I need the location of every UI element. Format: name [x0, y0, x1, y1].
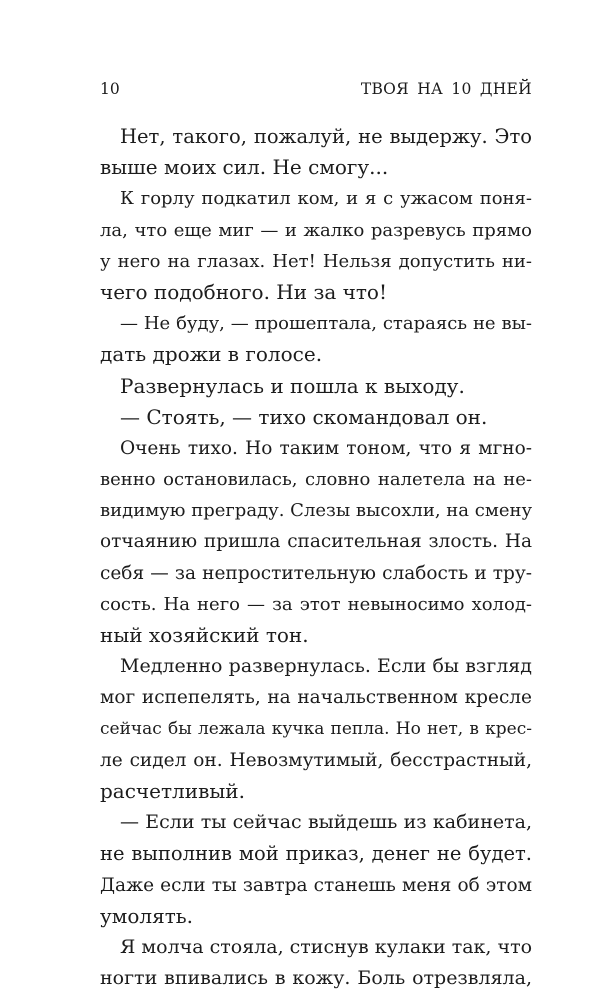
- text-line: у него на глазах. Нет! Нельзя допустить ни-: [100, 250, 532, 272]
- text-line: видимую преграду. Слезы высохли, на смену: [100, 500, 533, 522]
- text-line: Медленно развернулась. Если бы взгляд: [120, 655, 532, 678]
- text-line: чего подобного. Ни за что!: [100, 279, 387, 304]
- text-line: сейчас бы лежала кучка пепла. Но нет, в крес-: [100, 718, 532, 739]
- text-line: сость. На него — за этот невыносимо холод-: [100, 593, 532, 615]
- running-head: [100, 80, 532, 98]
- text-line: венно остановилась, словно налетела на не-: [100, 469, 532, 491]
- text-line: себя — за непростительную слабость и тру-: [100, 562, 532, 584]
- text-line: дать дрожи в голосе.: [100, 342, 323, 367]
- text-line: выше моих сил. Не смогу...: [100, 155, 389, 180]
- text-line: К горлу подкатил ком, и я с ужасом поня-: [120, 188, 532, 210]
- text-line: не выполнив мой приказ, денег не будет.: [100, 842, 532, 866]
- text-line: Нет, такого, пожалуй, не выдержу. Это: [120, 125, 532, 148]
- text-line: Я молча стояла, стиснув кулаки так, что: [120, 935, 533, 958]
- text-line: мог испепелять, на начальственном кресле: [100, 687, 532, 709]
- text-line: ла, что еще миг — и жалко разревусь прямо: [100, 219, 532, 241]
- text-line: — Если ты сейчас выйдешь из кабинета,: [120, 811, 532, 834]
- text-line: — Не буду, — прошептала, стараясь не вы-: [120, 313, 532, 335]
- text-line: Развернулась и пошла к выходу.: [120, 373, 465, 398]
- text-line: ногти впивались в кожу. Боль отрезвляла,: [100, 967, 532, 990]
- text-line: ле сидел он. Невозмутимый, бесстрастный,: [100, 749, 532, 771]
- text-line: Даже если ты завтра станешь меня об этом: [100, 874, 532, 896]
- text-line: — Стоять, — тихо скомандовал он.: [120, 404, 488, 429]
- body-text: [100, 121, 532, 994]
- text-line: ный хозяйский тон.: [100, 623, 309, 647]
- text-line: Очень тихо. Но таким тоном, что я мгно-: [120, 437, 532, 459]
- text-line: расчетливый.: [100, 778, 245, 803]
- text-line: умолять.: [100, 903, 193, 928]
- text-line: отчаянию пришла спасительная злость. На: [100, 531, 532, 553]
- page-number: 10: [100, 80, 120, 98]
- book-title: ТВОЯ НА 10 ДНЕЙ: [360, 80, 532, 98]
